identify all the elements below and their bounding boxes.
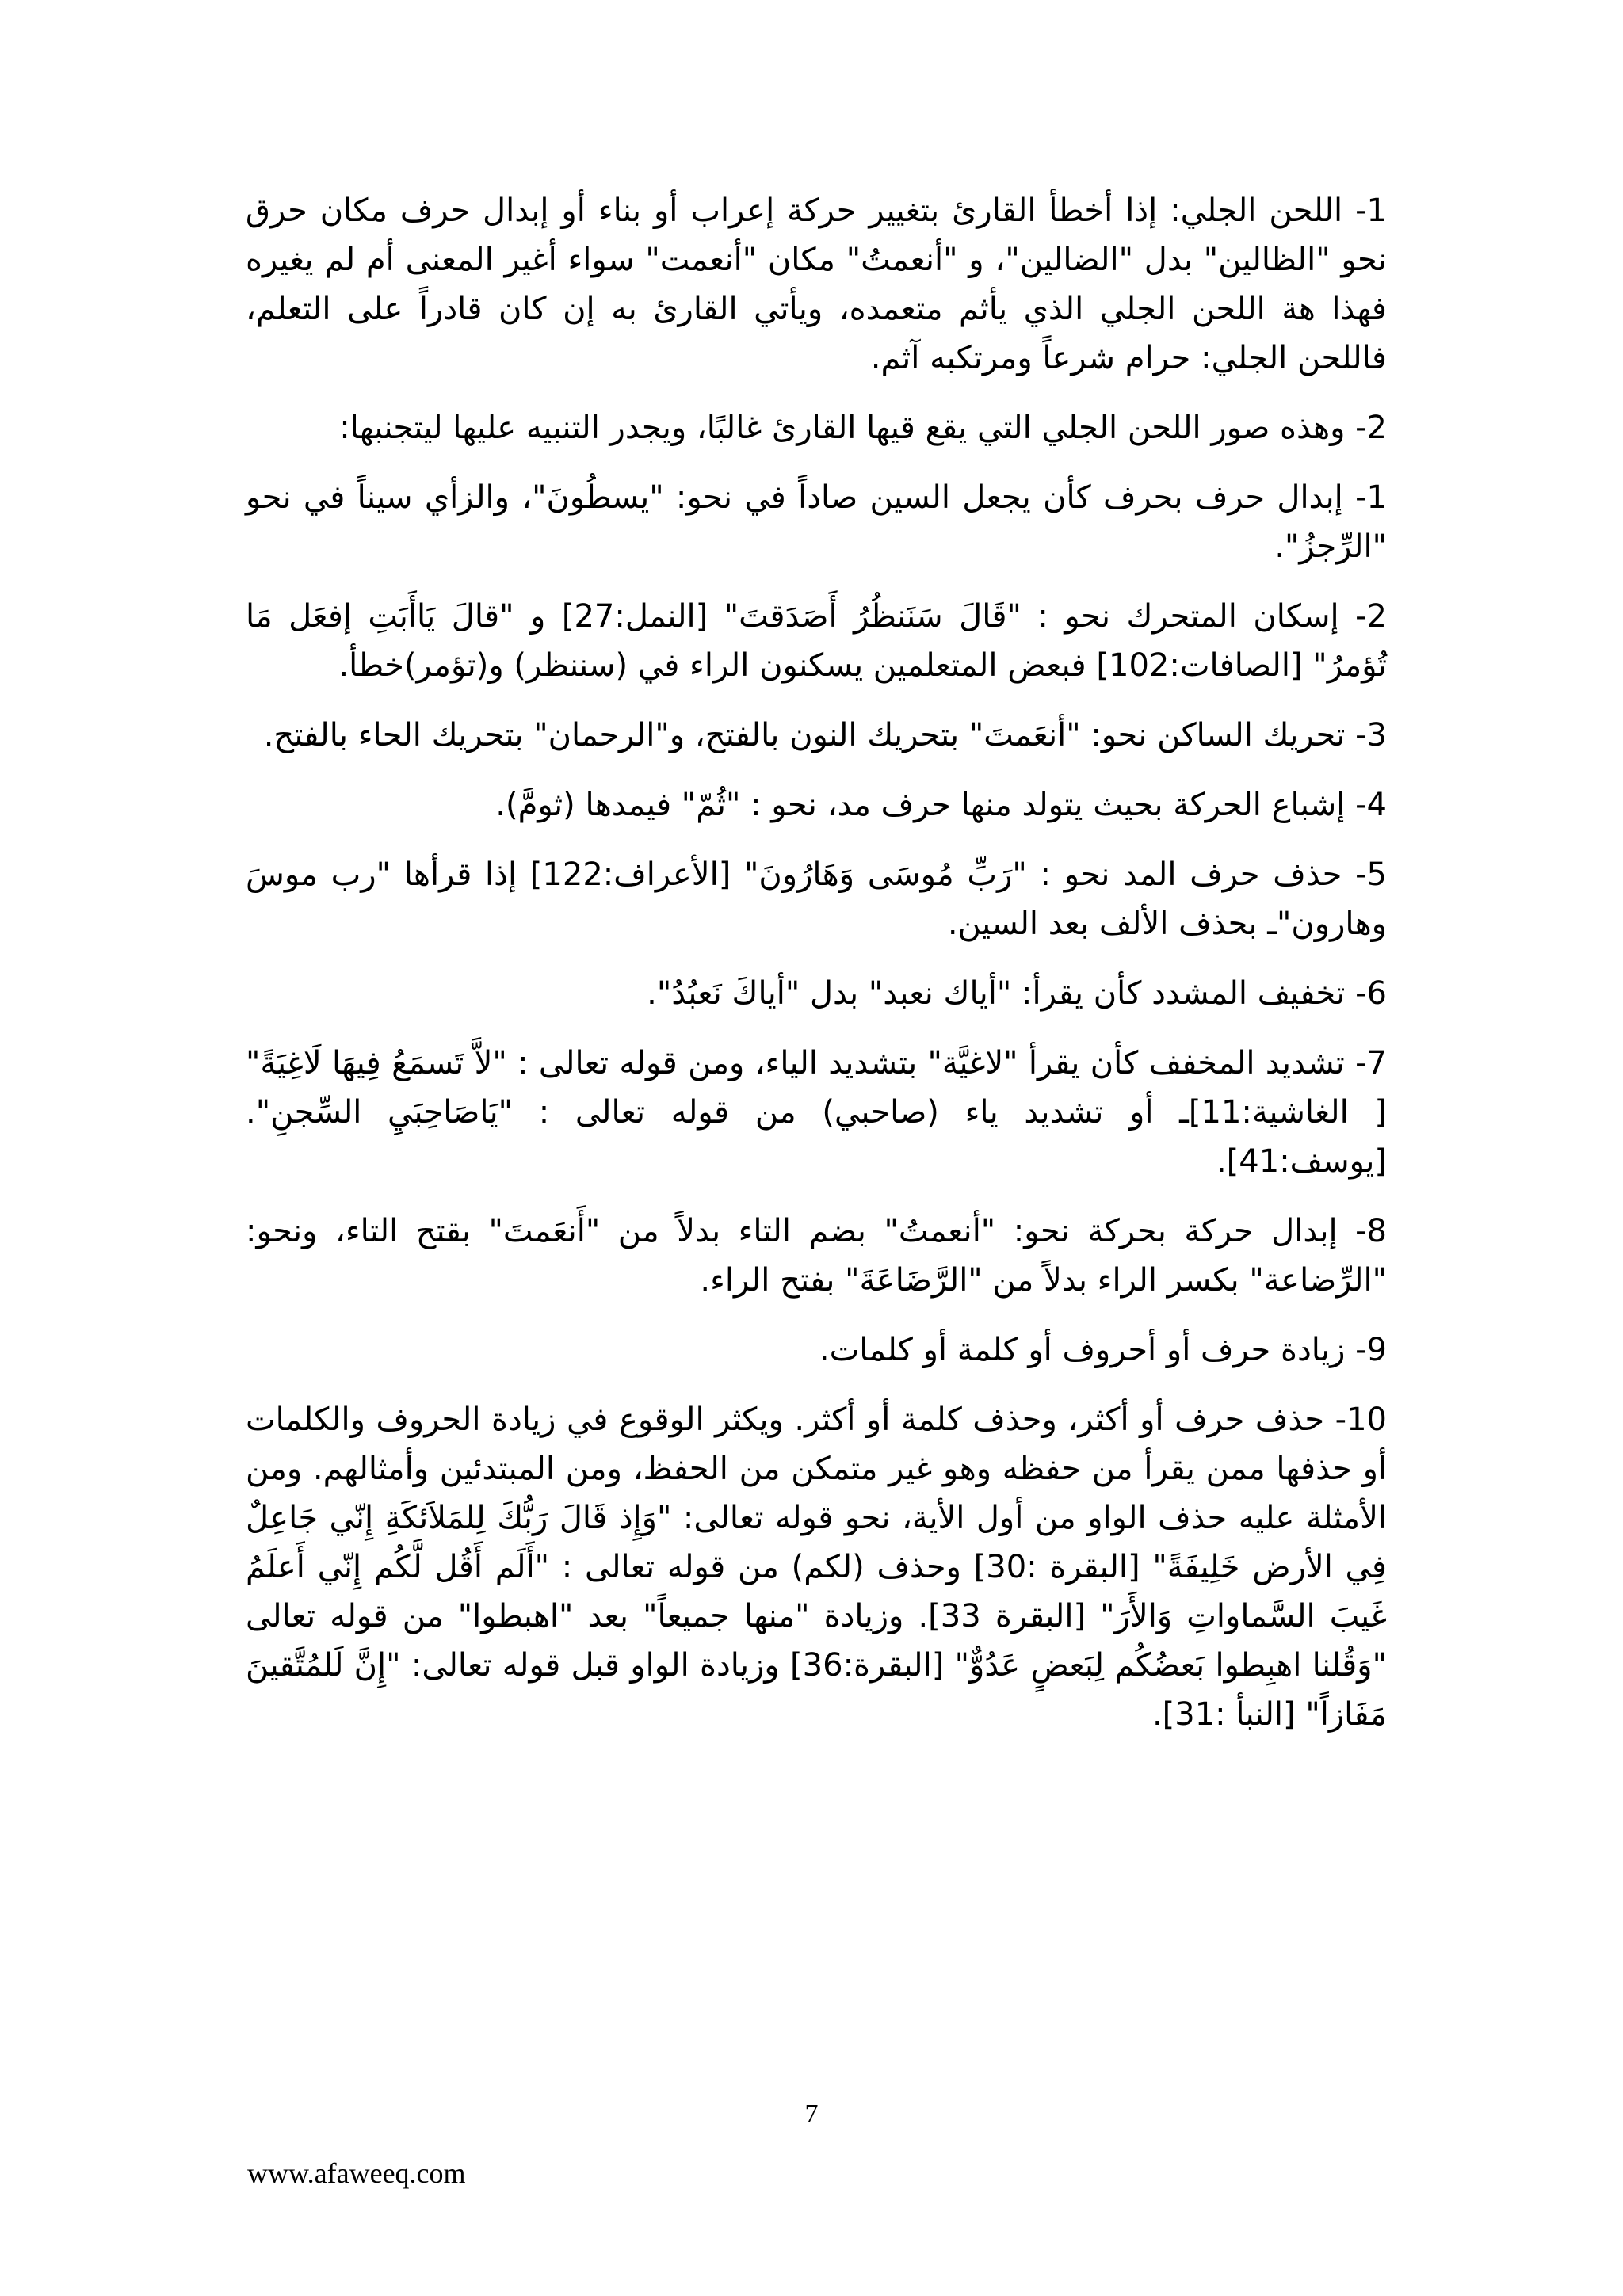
- paragraph-voweling-silent: 3- تحريك الساكن نحو: "أنعَمتَ" بتحريك النون بالفتح، و"الرحمان" بتحريك الحاء بالفتح.: [263, 717, 1387, 753]
- paragraph-vowel-lengthening: 4- إشباع الحركة بحيث يتولد منها حرف مد، نحو : "ثُمّ" فيمدها (ثومَّ).: [495, 787, 1387, 823]
- paragraph-adding-shadda: 7- تشديد المخفف كأن يقرأ "لاغيَّة" بتشديد الياء، ومن قوله تعالى : "لاَّ تَسمَعُ فِيهَا لَاغِيَةً"[ الغاشية:11]ـ أو تشديد ياء (صاحبي) من قوله تعالى : "يَاصَاحِبَيِ السِّجنِ". [يوسف:41].: [246, 1045, 1387, 1180]
- paragraph-silencing-voweled: 2- إسكان المتحرك نحو : "قَالَ سَنَنظُرُ أَصَدَقتَ" [النمل:27] و "قالَ يَاأَبَتِ إفعَل مَا تُؤمرُ" [الصافات:102] فبعض المتعلمين يسكنون الراء في (سننظر) و(تؤمر)خطأ.: [246, 598, 1387, 684]
- paragraph-vowel-substitution: 8- إبدال حركة بحركة نحو: "أنعمتُ" بضم التاء بدلاً من "أَنعَمتَ" بقتح التاء، ونحو: "الرِّضاعة" بكسر الراء بدلاً من "الرَّضَاعَةَ" بفتح الراء.: [246, 1213, 1387, 1299]
- document-body: [246, 186, 1387, 1760]
- paragraph-adding-letters-words: 9- زيادة حرف أو أحروف أو كلمة أو كلمات.: [819, 1332, 1387, 1368]
- page-number: 7: [804, 2100, 819, 2129]
- paragraph-obvious-error-definition: 1- اللحن الجلي: إذا أخطأ القارئ بتغيير حركة إعراب أو بناء أو إبدال حرف مكان حرق نحو "الظالين" بدل "الضالين"، و "أنعمتُ" مكان "أنعمت" سواء أغير المعنى أم لم يغيره فهذا هة اللحن الجلي الذي يأثم متعمده، ويأتي القارئ به إن كان قادراً على التعلم، فاللحن الجلي: حرام شرعاً ومرتكبه آثم.: [246, 193, 1387, 376]
- paragraph-omitting-letters-words: 10- حذف حرف أو أكثر، وحذف كلمة أو أكثر. ويكثر الوقوع في زيادة الحروف والكلمات أو حذفها ممن يقرأ من حفظه وهو غير متمكن من الحفظ، ومن المبتدئين وأمثالهم. ومن الأمثلة عليه حذف الواو من أول الأية، نحو قوله تعالى: "وَإِذ قَالَ رَبُّكَ لِلمَلاَئكَةِ إِنّي جَاعِلٌ فِي الأرض خَلِيفَةً" [البقرة :30] وحذف (لكم) من قوله تعالى : "أَلَم أَقُل لَّكُم إِنّي أَعلَمُ غَيبَ السَّماواتِ وَالأَرَ" [البقرة 33]. وزيادة "منها جميعاً" بعد "اهبطوا" من قوله تعالى "وَقُلنا اهبِطوا بَعضُكُم لِبَعضٍ عَدُوٌّ" [البقرة:36] وزيادة الواو قبل قوله تعالى: "إِنَّ لَلمُتَّقينَ مَفَازاً" [النبأ :31].: [246, 1402, 1387, 1733]
- paragraph-letter-substitution: 1- إبدال حرف بحرف كأن يجعل السين صاداً في نحو: "يسطُونَ"، والزأي سيناً في نحو "الرِّجزُ".: [246, 479, 1387, 565]
- paragraph-omitting-madd: 5- حذف حرف المد نحو : "رَبِّ مُوسَى وَهَارُونَ" [الأعراف:122] إذا قرأها "رب موسَ وهارون"ـ بحذف الألف بعد السين.: [246, 856, 1387, 942]
- paragraph-lightening-shadda: 6- تخفيف المشدد كأن يقرأ: "أياك نعبد" بدل "أياكَ نَعبُدُ".: [647, 975, 1387, 1012]
- paragraph-obvious-error-forms-intro: 2- وهذه صور اللحن الجلي التي يقع قيها القارئ غالبًا، ويجدر التنبيه عليها ليتجنبها:: [339, 410, 1387, 446]
- footer-website-url: www.afaweeq.com: [247, 2157, 466, 2189]
